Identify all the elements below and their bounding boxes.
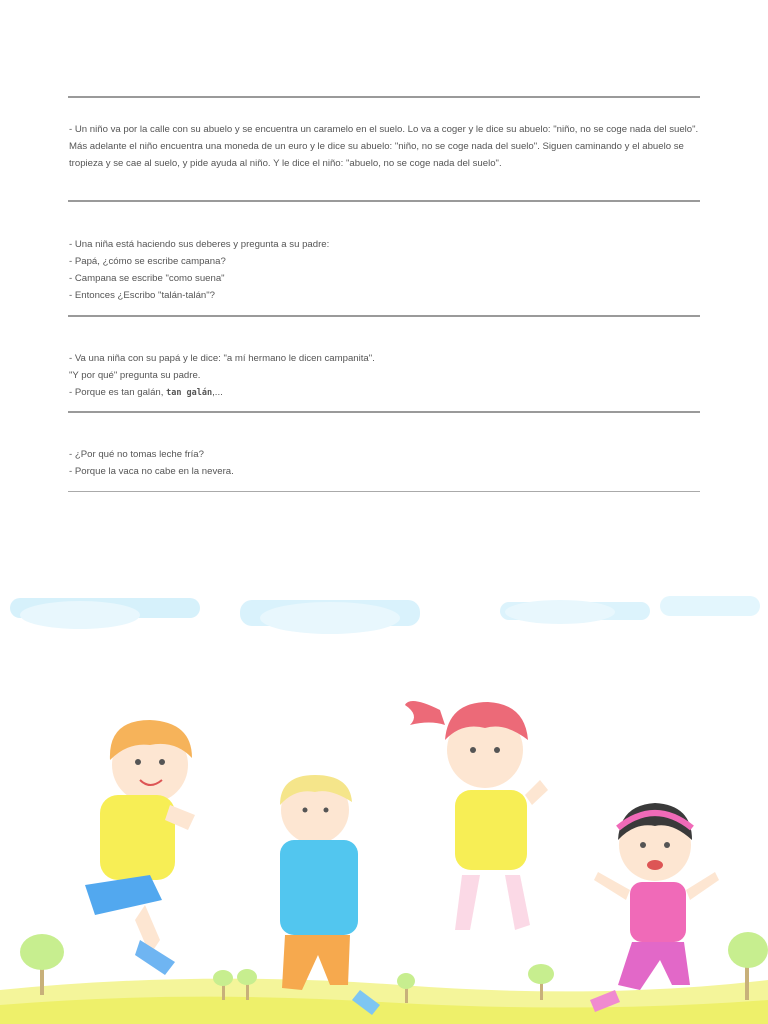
child-4-top xyxy=(630,882,686,942)
joke-4-line-2: - Porque la vaca no cabe en la nevera. xyxy=(69,466,234,477)
child-3-shirt xyxy=(455,790,527,870)
joke-2 xyxy=(69,236,699,304)
divider-1 xyxy=(68,200,700,202)
cloud-band-4 xyxy=(660,596,760,616)
joke-4 xyxy=(69,446,699,480)
joke-2-line-3: - Campana se escribe "como suena" xyxy=(69,273,225,284)
cloud-1 xyxy=(20,601,140,629)
joke-1 xyxy=(69,121,699,172)
joke-3-line-1: - Va una niña con su papá y le dice: "a mí hermano le dicen campanita". xyxy=(69,353,375,364)
joke-3-line-3-start: - Porque es tan galán, xyxy=(69,387,167,398)
divider-top xyxy=(68,96,700,98)
joke-2-line-2: - Papá, ¿cómo se escribe campana? xyxy=(69,256,226,267)
divider-2 xyxy=(68,315,700,317)
joke-3-line-3-end: ,... xyxy=(212,387,223,398)
joke-1-line-1: - Un niño va por la calle con su abuelo y se encuentra un caramelo en el suelo. Lo va a coger y le dice su abuelo: "niño, no se coge nada del suelo". xyxy=(69,124,699,135)
cloud-3 xyxy=(505,600,615,624)
kids-playing-illustration xyxy=(0,590,768,1024)
child-1-shirt xyxy=(100,795,175,880)
cloud-2 xyxy=(260,602,400,634)
joke-4-line-1: - ¿Por qué no tomas leche fría? xyxy=(69,449,204,460)
child-2-shirt xyxy=(280,840,358,935)
divider-3 xyxy=(68,411,700,413)
joke-3-mono-text: tan galán xyxy=(166,388,213,398)
joke-3-line-2: "Y por qué" pregunta su padre. xyxy=(69,370,201,381)
divider-4 xyxy=(68,491,700,492)
joke-2-line-4: - Entonces ¿Escribo "talán-talán"? xyxy=(69,290,215,301)
joke-3 xyxy=(69,350,699,402)
joke-3-line-3 xyxy=(69,384,699,402)
joke-1-line-2: Más adelante el niño encuentra una moneda de un euro y le dice su abuelo: "niño, no se coge nada del suelo". Siguen caminando y el abuelo se tropieza y se cae al suelo, y pide ayuda al niño. Y le dice el niño: "abuelo, no se coge nada del suelo". xyxy=(69,141,684,169)
joke-2-line-1: - Una niña está haciendo sus deberes y pregunta a su padre: xyxy=(69,239,330,250)
